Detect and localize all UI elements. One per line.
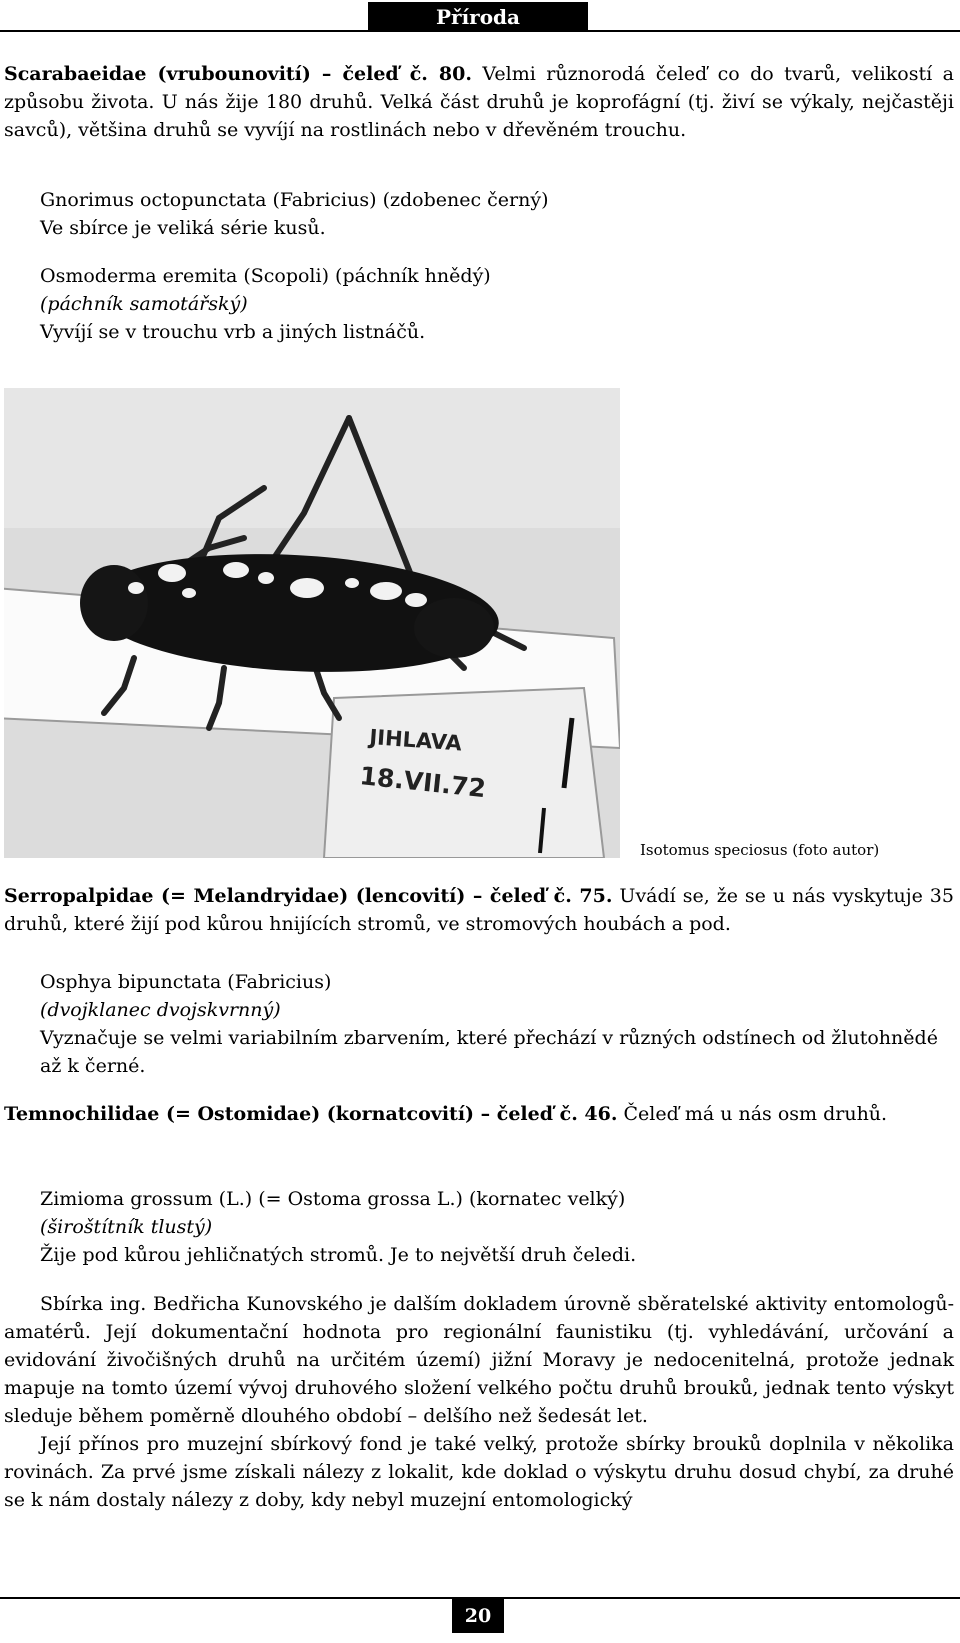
serropalpidae-paragraph (4, 882, 954, 938)
beetle-photo (4, 388, 620, 858)
species-alt-name: (dvojklanec dvojskvrnný) (40, 999, 281, 1021)
species-name: Zimioma grossum (L.) (= Ostoma grossa L.) (kornatec velký) (40, 1188, 626, 1210)
section-header: Příroda (368, 2, 588, 30)
beetle-specimen-image (4, 388, 620, 858)
closing-text (4, 1290, 954, 1514)
species-name: Osmoderma eremita (Scopoli) (páchník hnědý) (40, 265, 491, 287)
species-note: Vyvíjí se v trouchu vrb a jiných listnáčů. (40, 321, 426, 343)
scarabaeidae-paragraph (4, 60, 954, 144)
osmoderma-entry (40, 262, 954, 346)
family-description: Čeleď má u nás osm druhů. (617, 1103, 888, 1125)
osphya-entry (40, 968, 954, 1080)
family-heading: Scarabaeidae (vrubounovití) – čeleď č. 80. (4, 63, 472, 85)
family-heading: Serropalpidae (= Melandryidae) (lencovití) – čeleď č. 75. (4, 885, 613, 907)
species-note: Vyznačuje se velmi variabilním zbarvením, které přechází v různých odstínech od žlutohnědé až k černé. (40, 1027, 938, 1077)
header-rule (0, 30, 960, 32)
family-heading: Temnochilidae (= Ostomidae) (kornatcovití) – čeleď č. 46. (4, 1103, 618, 1125)
page-number: 20 (452, 1599, 504, 1633)
closing-paragraph-1: Sbírka ing. Bedřicha Kunovského je dalším dokladem úrovně sběratelské aktivity entomologů-amatérů. Její dokumentační hodnota pro regionální faunistiku (tj. vyhledávání, určování a evidování živočišných druhů na určitém území) jižní Moravy je nedocenitelná, protože jednak mapuje na tomto území vývoj druhového složení velkého počtu druhů brouků, jednak tento výskyt sleduje během poměrně dlouhého období – delšího než šedesát let. (4, 1293, 954, 1427)
species-note: Ve sbírce je veliká série kusů. (40, 217, 326, 239)
specimen-label-locality: JIHLAVA (368, 725, 463, 756)
temnochilidae-paragraph (4, 1100, 954, 1128)
species-alt-name: (páchník samotářský) (40, 293, 248, 315)
family-description: Velmi různorodá čeleď co do tvarů, velikostí a způsobu života. U nás žije 180 druhů. Velká část druhů je koprofágní (tj. živí se výkaly, nejčastěji savců), většina druhů se vyvíjí na rostlinách nebo v dřevěném trouchu. (4, 63, 954, 141)
specimen-label-date: 18.VII.72 (358, 761, 488, 804)
closing-paragraph-2: Její přínos pro muzejní sbírkový fond je také velký, protože sbírky brouků doplnila v několika rovinách. Za prvé jsme získali nálezy z lokalit, kde doklad o výskytu druhu dosud chybí, za druhé se k nám dostaly nálezy z doby, kdy nebyl muzejní entomologický (4, 1433, 954, 1511)
zimioma-entry (40, 1185, 954, 1269)
species-name: Osphya bipunctata (Fabricius) (40, 971, 332, 993)
gnorimus-entry (40, 186, 954, 242)
species-name: Gnorimus octopunctata (Fabricius) (zdobenec černý) (40, 189, 549, 211)
photo-caption: Isotomus speciosus (foto autor) (640, 841, 880, 859)
family-description: Uvádí se, že se u nás vyskytuje 35 druhů, které žijí pod kůrou hnijících stromů, ve stromových houbách a pod. (4, 885, 954, 935)
species-alt-name: (široštítník tlustý) (40, 1216, 213, 1238)
species-note: Žije pod kůrou jehličnatých stromů. Je to největší druh čeledi. (40, 1244, 637, 1266)
